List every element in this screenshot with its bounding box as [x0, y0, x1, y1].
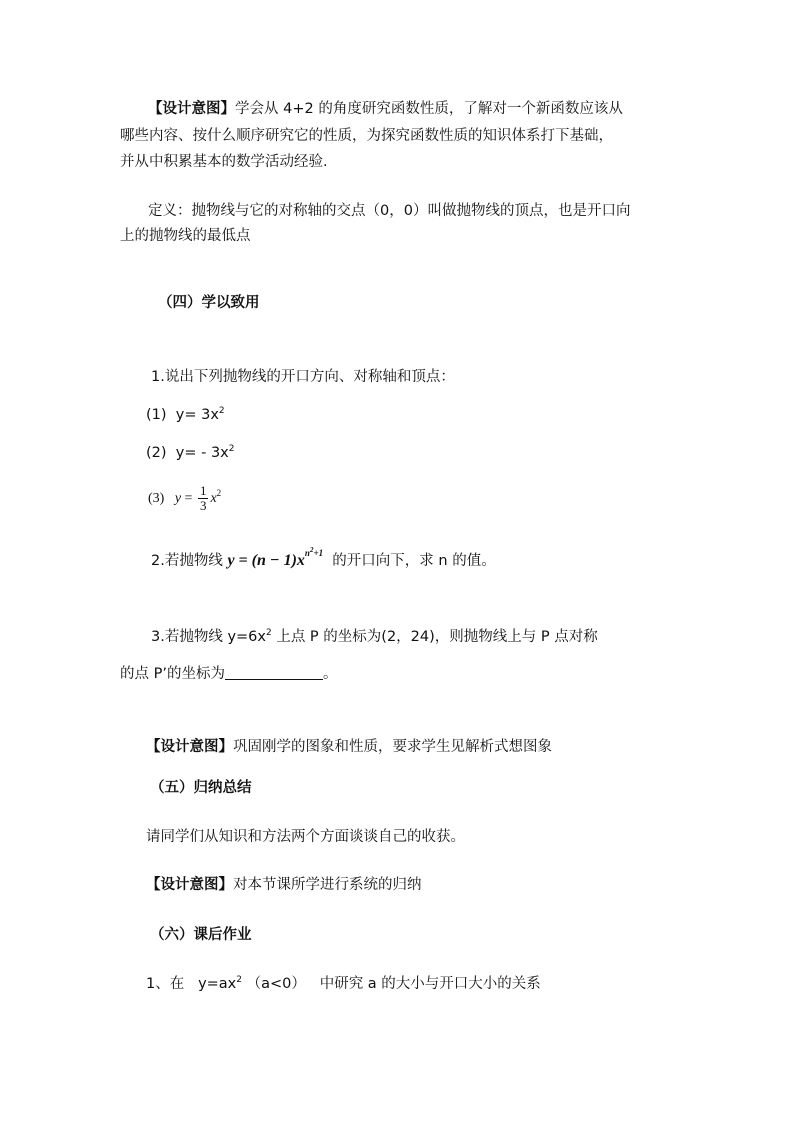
q1-item-2: (2) $y= - 3x^2$	[146, 444, 235, 461]
design-intent-1-line2: 哪些内容、按什么顺序研究它的性质，为探究函数性质的知识体系打下基础，	[120, 128, 613, 144]
fraction-one-third: $\frac{1}{3}$	[199, 483, 207, 514]
section-4-title: （四）学以致用	[158, 295, 260, 311]
definition-line2: 上的抛物线的最低点	[120, 228, 251, 244]
q2-formula: $y = (n - 1)x^{n^2+1}$	[227, 546, 324, 569]
homework-item-1: 1、在 $y=ax^2$ （a<0） 中研究 a 的大小与开口大小的关系	[146, 975, 541, 992]
design-intent-1-line1: 【设计意图】学会从 4+2 的角度研究函数性质，了解对一个新函数应该从	[148, 101, 623, 117]
definition-line1: 定义：抛物线与它的对称轴的交点（0，0）叫做抛物线的顶点，也是开口向	[148, 203, 631, 219]
design-intent-bracket: 【设计意图】	[148, 101, 235, 117]
design-intent-3: 【设计意图】对本节课所学进行系统的归纳	[146, 877, 422, 893]
answer-blank	[225, 664, 323, 680]
question-3-line1: 3.若抛物线 $y=6x^2$ 上点 P 的坐标为(2，24)，则抛物线上与 P 点对称	[151, 628, 598, 645]
question-2: 2.若抛物线 $y = (n - 1)x^{n^2+1}$ 的开口向下，求 n 的值。	[151, 546, 496, 569]
q1-item-1: (1) $y= 3x^2$	[146, 406, 225, 423]
design-intent-1-line3: 并从中积累基本的数学活动经验.	[120, 154, 328, 170]
section-5-title: （五）归纳总结	[150, 780, 252, 796]
question-1: 1.说出下列抛物线的开口方向、对称轴和顶点：	[151, 369, 455, 385]
section-6-title: （六）课后作业	[150, 927, 252, 943]
design-intent-2: 【设计意图】巩固刚学的图象和性质，要求学生见解析式想图象	[146, 739, 552, 755]
summary-text: 请同学们从知识和方法两个方面谈谈自己的收获。	[146, 829, 465, 845]
question-3-line2: 的点 P’的坐标为 。	[120, 666, 338, 682]
q1-item-3: (3) y = $\frac{1}{3}$ $x^2$	[148, 483, 222, 514]
